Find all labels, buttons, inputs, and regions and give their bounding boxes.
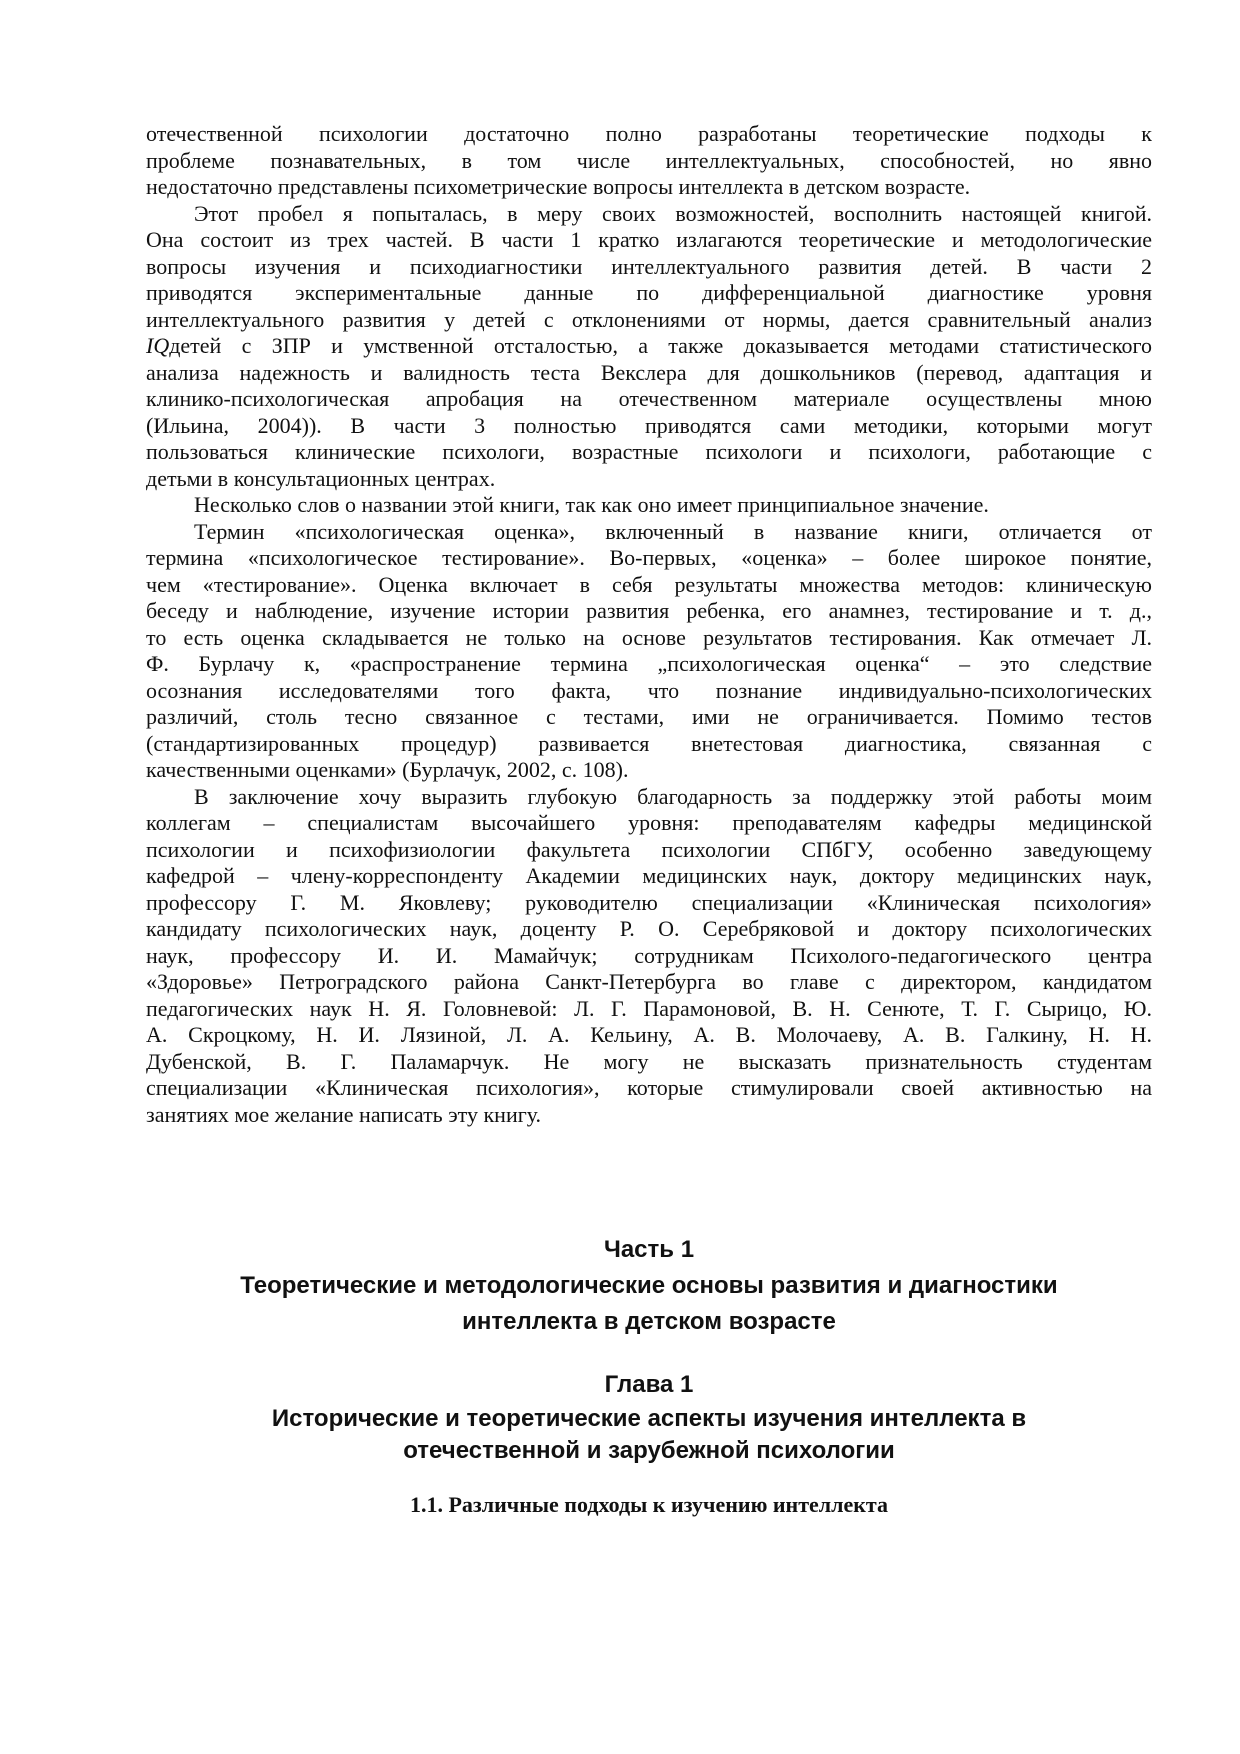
text-line: Несколько слов о названии этой книги, так как оно имеет принципиальное значение. — [194, 492, 989, 517]
text-line: чем «тестирование». Оценка включает в себя результаты множества методов: клиническую — [146, 571, 1152, 597]
text-line: детьми в консультационных центрах. — [146, 465, 496, 491]
italic-abbreviation: IQ — [146, 333, 170, 358]
text-line: профессору Г. М. Яковлеву; руководителю специализации «Клиническая психология» — [146, 889, 1152, 915]
text-line: кандидату психологических наук, доценту Р. О. Серебряковой и доктору психологических — [146, 916, 1152, 941]
text-line: «Здоровье» Петроградского района Санкт-Петербурга во главе с директором, кандидатом — [146, 969, 1152, 994]
chapter-title-line: отечественной и зарубежной психологии — [403, 1437, 895, 1464]
text-line: В заключение хочу выразить глубокую благодарность за поддержку этой работы моим — [194, 783, 1152, 809]
text-line: пользоваться клинические психологи, возрастные психологи и психологи, работающие с — [146, 439, 1152, 464]
text-line — [146, 333, 1152, 360]
text-line: беседу и наблюдение, изучение истории развития ребенка, его анамнез, тестирование и т. д., — [146, 598, 1152, 623]
text-line: осознания исследователями того факта, что познание индивидуально-психологических — [146, 677, 1152, 703]
text-line: термина «психологическое тестирование». Во-первых, «оценка» – более широкое понятие, — [146, 545, 1152, 570]
body-text — [146, 121, 1152, 1128]
paragraph — [146, 121, 1152, 201]
text-line: приводятся экспериментальные данные по дифференциальной диагностике уровня — [146, 280, 1152, 305]
text-line: Она состоит из трех частей. В части 1 кратко излагаются теоретические и методологические — [146, 227, 1152, 252]
part-heading — [146, 1232, 1152, 1340]
text-line: специализации «Клиническая психология», которые стимулировали своей активностью на — [146, 1075, 1152, 1100]
text-line-rest: детей с ЗПР и умственной отсталостью, а также доказывается методами статистического — [169, 333, 1152, 358]
text-line: качественными оценками» (Бурлачук, 2002, с. 108). — [146, 757, 629, 782]
section-heading: 1.1. Различные подходы к изучению интеллекта — [409, 1492, 889, 1517]
text-line: Дубенской, В. Г. Паламарчук. Не могу не высказать признательность студентам — [146, 1048, 1152, 1074]
text-line: вопросы изучения и психодиагностики интеллектуального развития детей. В части 2 — [146, 253, 1152, 279]
text-line: отечественной психологии достаточно полно разработаны теоретические подходы к — [146, 121, 1152, 146]
text-line: Ф. Бурлачу к, «распространение термина „психологическая оценка“ – это следствие — [146, 651, 1152, 676]
part-title-line: интеллекта в детском возрасте — [462, 1308, 836, 1335]
chapter-title-line: Исторические и теоретические аспекты изучения интеллекта в — [271, 1405, 1027, 1432]
text-line: А. Скроцкому, Н. И. Лязиной, Л. А. Кельину, А. В. Молочаеву, А. В. Галкину, Н. Н. — [146, 1022, 1152, 1047]
text-line: Этот пробел я попыталась, в меру своих возможностей, восполнить настоящей книгой. — [194, 200, 1152, 226]
text-line: кафедрой – члену-корреспонденту Академии медицинских наук, доктору медицинских наук, — [146, 863, 1152, 888]
part-title-line: Теоретические и методологические основы развития и диагностики — [240, 1272, 1058, 1299]
text-line: (стандартизированных процедур) развивается внетестовая диагностика, связанная с — [146, 730, 1152, 756]
paragraph — [146, 492, 1152, 519]
paragraph — [146, 201, 1152, 493]
text-line: клинико-психологическая апробация на отечественном материале осуществлены мною — [146, 386, 1152, 411]
chapter-heading — [146, 1367, 1152, 1467]
chapter-label: Глава 1 — [604, 1371, 694, 1398]
text-line: психологии и психофизиологии факультета психологии СПбГУ, особенно заведующему — [146, 836, 1152, 862]
text-line: Термин «психологическая оценка», включенный в название книги, отличается от — [194, 518, 1152, 544]
text-line: коллегам – специалистам высочайшего уровня: преподавателям кафедры медицинской — [146, 810, 1152, 835]
text-line: недостаточно представлены психометрические вопросы интеллекта в детском возрасте. — [146, 174, 971, 199]
text-line: (Ильина, 2004)). В части 3 полностью приводятся сами методики, которыми могут — [146, 412, 1152, 438]
paragraph — [146, 519, 1152, 784]
text-line: различий, столь тесно связанное с тестами, ими не ограничивается. Помимо тестов — [146, 704, 1152, 729]
text-line: проблеме познавательных, в том числе интеллектуальных, способностей, но явно — [146, 147, 1152, 173]
text-line: то есть оценка складывается не только на основе результатов тестирования. Как отмечает Л. — [146, 624, 1152, 650]
text-line: занятиях мое желание написать эту книгу. — [146, 1101, 542, 1127]
part-label: Часть 1 — [603, 1236, 695, 1263]
text-line: педагогических наук Н. Я. Головневой: Л. Г. Парамоновой, В. Н. Сенюте, Т. Г. Сырицо, Ю. — [146, 995, 1152, 1021]
text-line: анализа надежность и валидность теста Векслера для дошкольников (перевод, адаптация и — [146, 359, 1152, 385]
text-line: наук, профессору И. И. Мамайчук; сотрудникам Психолого-педагогического центра — [146, 942, 1152, 968]
text-line: интеллектуального развития у детей с отклонениями от нормы, дается сравнительный анализ — [146, 306, 1152, 332]
paragraph — [146, 784, 1152, 1129]
